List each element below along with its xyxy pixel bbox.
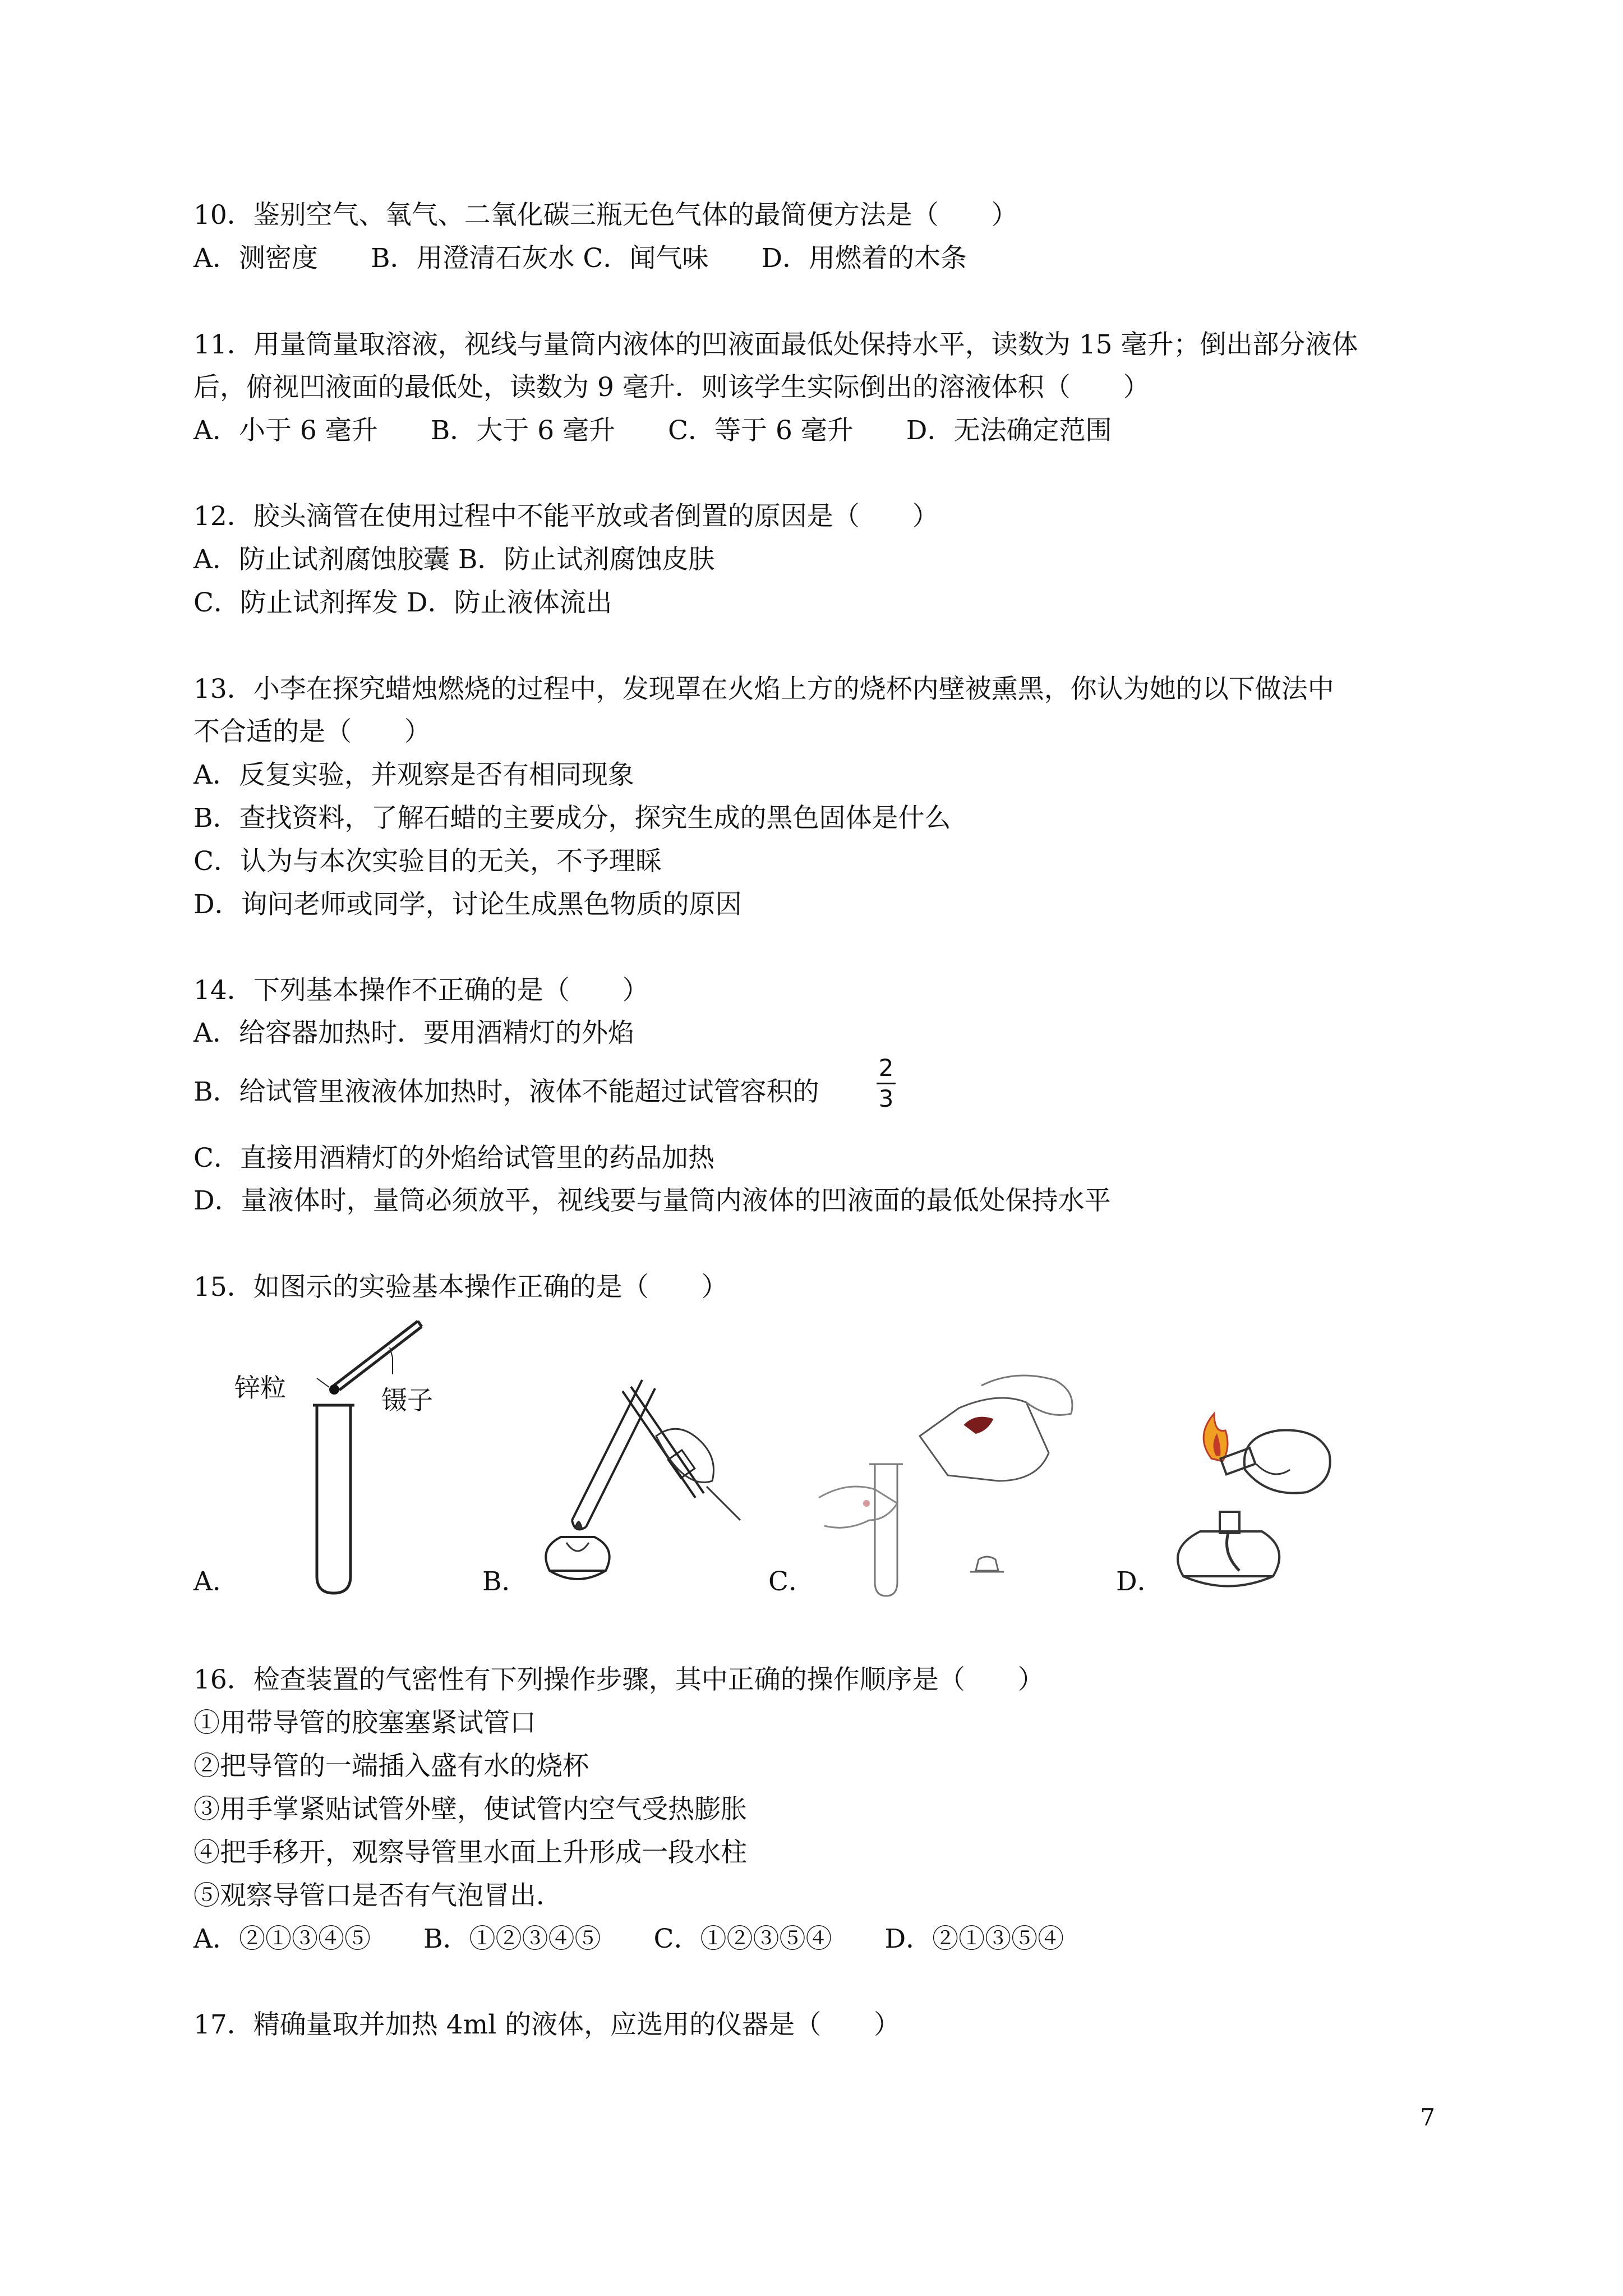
q14-stem: 14．下列基本操作不正确的是（ ）: [193, 975, 649, 1006]
q16-step-3: ③用手掌紧贴试管外壁，使试管内空气受热膨胀: [193, 1794, 747, 1825]
q15-label-a: A．: [193, 1566, 239, 1597]
figure-b-heating-tube: [527, 1358, 746, 1604]
zinc-granule: [329, 1384, 339, 1395]
q15-label-d: D．: [1116, 1566, 1164, 1597]
q12-options-line1: A．防止试剂腐蚀胶囊 B．防止试剂腐蚀皮肤: [193, 544, 715, 575]
q10-stem: 10．鉴别空气、氧气、二氧化碳三瓶无色气体的最简便方法是（ ）: [193, 200, 1018, 231]
q14-option-b: B．给试管里液液体加热时，液体不能超过试管容积的: [193, 1076, 819, 1107]
fraction-bar: [877, 1083, 896, 1084]
tweezers-label: 镊子: [381, 1385, 433, 1415]
q14-option-d: D．量液体时，量筒必须放平，视线要与量筒内液体的凹液面的最低处保持水平: [193, 1185, 1111, 1216]
figure-c-pouring-liquid: [813, 1369, 1082, 1604]
q13-stem-line2: 不合适的是（ ）: [193, 716, 431, 747]
q16-step-4: ④把手移开，观察导管里水面上升形成一段水柱: [193, 1837, 747, 1868]
q11-stem-line1: 11．用量筒量取溶液，视线与量筒内液体的凹液面最低处保持水平，读数为 15 毫升；倒出部分液体: [193, 329, 1358, 360]
figure-d-lamp-lighting: [1161, 1402, 1374, 1604]
q14-option-a: A．给容器加热时．要用酒精灯的外焰: [193, 1018, 634, 1048]
q13-stem-line1: 13．小李在探究蜡烛燃烧的过程中，发现罩在火焰上方的烧杯内壁被熏黑，你认为她的以下做法中: [193, 674, 1334, 705]
fraction-denominator: 3: [878, 1085, 894, 1112]
zinc-label: 锌粒: [234, 1373, 286, 1403]
figure-a-test-tube: [224, 1313, 460, 1604]
page-number: 7: [1420, 2104, 1435, 2131]
q13-option-d: D．询问老师或同学，讨论生成黑色物质的原因: [193, 889, 742, 920]
fraction-numerator: 2: [878, 1054, 894, 1082]
q13-option-c: C．认为与本次实验目的无关，不予理睬: [193, 846, 662, 877]
q10-options: A．测密度 B．用澄清石灰水 C．闻气味 D．用燃着的木条: [193, 243, 967, 274]
q11-options: A．小于 6 毫升 B．大于 6 毫升 C．等于 6 毫升 D．无法确定范围: [193, 415, 1112, 446]
q11-stem-line2: 后，俯视凹液面的最低处，读数为 9 毫升．则该学生实际倒出的溶液体积（ ）: [193, 372, 1150, 403]
q16-step-5: ⑤观察导管口是否有气泡冒出．: [193, 1880, 562, 1911]
q14-option-c: C．直接用酒精灯的外焰给试管里的药品加热: [193, 1143, 714, 1174]
q13-option-b: B．查找资料，了解石蜡的主要成分，探究生成的黑色固体是什么: [193, 803, 951, 834]
q12-stem: 12．胶头滴管在使用过程中不能平放或者倒置的原因是（ ）: [193, 501, 939, 532]
q16-step-1: ①用带导管的胶塞塞紧试管口: [193, 1708, 536, 1738]
q15-stem: 15．如图示的实验基本操作正确的是（ ）: [193, 1272, 728, 1303]
q15-label-b: B．: [482, 1566, 528, 1597]
q15-label-c: C．: [768, 1566, 815, 1597]
q12-options-line2: C．防止试剂挥发 D．防止液体流出: [193, 587, 612, 618]
q16-options: A．②①③④⑤ B．①②③④⑤ C．①②③⑤④ D．②①③⑤④: [193, 1924, 1064, 1954]
q13-option-a: A．反复实验，并观察是否有相同现象: [193, 760, 634, 790]
q16-stem: 16．检查装置的气密性有下列操作步骤，其中正确的操作顺序是（ ）: [193, 1664, 1044, 1695]
q16-step-2: ②把导管的一端插入盛有水的烧杯: [193, 1751, 589, 1782]
q17-stem: 17．精确量取并加热 4ml 的液体，应选用的仪器是（ ）: [193, 2009, 901, 2040]
